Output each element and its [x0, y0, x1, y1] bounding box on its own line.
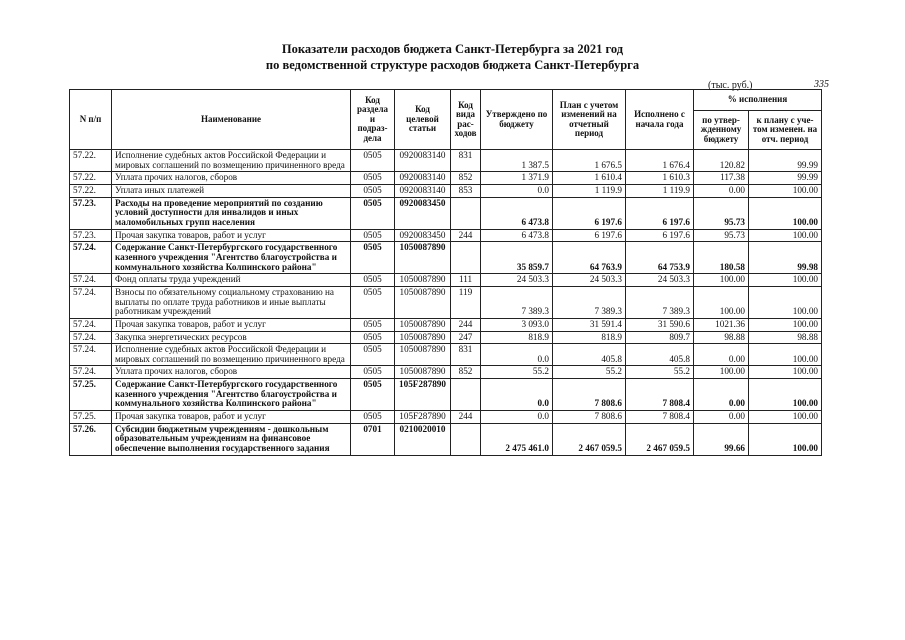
page-number: 335: [814, 79, 829, 90]
row-pct-approved: 0.00: [694, 184, 749, 197]
row-executed: 2 467 059.5: [626, 423, 694, 455]
row-number: 57.24.: [70, 366, 112, 379]
row-executed: 1 610.3: [626, 172, 694, 185]
row-pct-approved: 180.58: [694, 242, 749, 274]
row-plan: 6 197.6: [553, 197, 626, 229]
row-type-code: 831: [451, 150, 481, 172]
row-approved: 7 389.3: [481, 286, 553, 318]
row-section-code: 0505: [351, 286, 395, 318]
row-number: 57.26.: [70, 423, 112, 455]
row-type-code: [451, 379, 481, 411]
row-target-code: 0210020010: [395, 423, 451, 455]
row-target-code: 105F287890: [395, 411, 451, 424]
row-number: 57.23.: [70, 197, 112, 229]
row-pct-plan: 100.00: [749, 274, 822, 287]
table-row: [70, 379, 822, 411]
header-target-code: Код целевой статьи: [395, 90, 451, 150]
row-approved: 6 473.8: [481, 229, 553, 242]
row-pct-approved: 99.66: [694, 423, 749, 455]
row-target-code: 1050087890: [395, 344, 451, 366]
row-type-code: [451, 197, 481, 229]
row-number: 57.24.: [70, 242, 112, 274]
report-title-line2: по ведомственной структуре расходов бюджета Санкт-Петербурга: [265, 58, 640, 72]
table-row: [70, 274, 822, 287]
row-executed: 809.7: [626, 331, 694, 344]
row-pct-approved: 0.00: [694, 379, 749, 411]
row-section-code: 0505: [351, 366, 395, 379]
row-pct-plan: 98.88: [749, 331, 822, 344]
header-section-code: Код раздела и подраз-дела: [351, 90, 395, 150]
row-plan: 6 197.6: [553, 229, 626, 242]
row-approved: 55.2: [481, 366, 553, 379]
row-pct-approved: 95.73: [694, 197, 749, 229]
table-row: [70, 366, 822, 379]
row-pct-approved: 0.00: [694, 411, 749, 424]
row-pct-plan: 99.99: [749, 172, 822, 185]
row-plan: 1 676.5: [553, 150, 626, 172]
row-target-code: 0920083140: [395, 172, 451, 185]
table-header: [70, 90, 822, 150]
row-number: 57.24.: [70, 286, 112, 318]
row-section-code: 0505: [351, 318, 395, 331]
row-target-code: 0920083450: [395, 197, 451, 229]
table-row: [70, 172, 822, 185]
row-target-code: 1050087890: [395, 318, 451, 331]
row-executed: 6 197.6: [626, 197, 694, 229]
row-target-code: 1050087890: [395, 274, 451, 287]
row-pct-plan: 100.00: [749, 379, 822, 411]
row-plan: 1 119.9: [553, 184, 626, 197]
expenses-table: [69, 89, 822, 456]
row-name: Содержание Санкт-Петербургского государственного казенного учреждения "Агентство благоустройства и коммунального хозяйства Колпинского района": [112, 379, 351, 411]
row-pct-plan: 100.00: [749, 411, 822, 424]
row-pct-approved: 100.00: [694, 366, 749, 379]
row-executed: 7 808.4: [626, 411, 694, 424]
row-type-code: [451, 423, 481, 455]
table-row: [70, 184, 822, 197]
row-section-code: 0505: [351, 274, 395, 287]
row-pct-plan: 100.00: [749, 423, 822, 455]
row-executed: 55.2: [626, 366, 694, 379]
row-name: Прочая закупка товаров, работ и услуг: [112, 318, 351, 331]
row-plan: 64 763.9: [553, 242, 626, 274]
table-row: [70, 150, 822, 172]
row-name: Исполнение судебных актов Российской Федерации и мировых соглашений по возмещению причиненного вреда: [112, 344, 351, 366]
row-pct-approved: 0.00: [694, 344, 749, 366]
row-executed: 7 389.3: [626, 286, 694, 318]
row-section-code: 0505: [351, 242, 395, 274]
row-type-code: 119: [451, 286, 481, 318]
row-target-code: 0920083140: [395, 150, 451, 172]
row-plan: 7 389.3: [553, 286, 626, 318]
header-approved: Утверждено по бюджету: [481, 90, 553, 150]
row-type-code: 852: [451, 172, 481, 185]
table-row: [70, 286, 822, 318]
row-pct-plan: 100.00: [749, 366, 822, 379]
row-executed: 405.8: [626, 344, 694, 366]
table-row: [70, 197, 822, 229]
row-plan: 818.9: [553, 331, 626, 344]
row-section-code: 0505: [351, 331, 395, 344]
row-pct-approved: 95.73: [694, 229, 749, 242]
row-section-code: 0505: [351, 150, 395, 172]
row-name: Содержание Санкт-Петербургского государственного казенного учреждения "Агентство благоустройства и коммунального хозяйства Колпинского района": [112, 242, 351, 274]
row-section-code: 0701: [351, 423, 395, 455]
row-target-code: 105F287890: [395, 379, 451, 411]
row-type-code: 831: [451, 344, 481, 366]
row-name: Прочая закупка товаров, работ и услуг: [112, 229, 351, 242]
row-approved: 0.0: [481, 184, 553, 197]
row-approved: 3 093.0: [481, 318, 553, 331]
row-approved: 6 473.8: [481, 197, 553, 229]
row-executed: 64 753.9: [626, 242, 694, 274]
row-pct-plan: 99.99: [749, 150, 822, 172]
row-plan: 7 808.6: [553, 411, 626, 424]
row-name: Расходы на проведение мероприятий по созданию условий доступности для инвалидов и иных маломобильных групп населения: [112, 197, 351, 229]
units-label: (тыс. руб.): [708, 80, 753, 91]
row-executed: 24 503.3: [626, 274, 694, 287]
table-row: [70, 411, 822, 424]
row-executed: 1 119.9: [626, 184, 694, 197]
row-section-code: 0505: [351, 197, 395, 229]
row-approved: 0.0: [481, 344, 553, 366]
row-approved: 818.9: [481, 331, 553, 344]
row-section-code: 0505: [351, 184, 395, 197]
row-type-code: [451, 242, 481, 274]
row-type-code: 244: [451, 229, 481, 242]
row-pct-plan: 100.00: [749, 184, 822, 197]
table-body: [70, 150, 822, 456]
row-name: Фонд оплаты труда учреждений: [112, 274, 351, 287]
row-target-code: 1050087890: [395, 242, 451, 274]
row-approved: 2 475 461.0: [481, 423, 553, 455]
header-name: Наименование: [112, 90, 351, 150]
row-executed: 6 197.6: [626, 229, 694, 242]
row-name: Уплата прочих налогов, сборов: [112, 172, 351, 185]
row-section-code: 0505: [351, 344, 395, 366]
row-pct-approved: 1021.36: [694, 318, 749, 331]
row-plan: 2 467 059.5: [553, 423, 626, 455]
row-type-code: 244: [451, 318, 481, 331]
row-target-code: 1050087890: [395, 366, 451, 379]
table-row: [70, 423, 822, 455]
row-number: 57.22.: [70, 184, 112, 197]
header-pct-plan: к плану с уче-том изменен. на отч. период: [749, 111, 822, 150]
row-number: 57.24.: [70, 344, 112, 366]
row-pct-plan: 100.00: [749, 286, 822, 318]
row-approved: 1 371.9: [481, 172, 553, 185]
row-number: 57.22.: [70, 150, 112, 172]
report-title-line1: Показатели расходов бюджета Санкт-Петербурга за 2021 год: [281, 42, 624, 56]
row-target-code: 1050087890: [395, 331, 451, 344]
row-plan: 7 808.6: [553, 379, 626, 411]
row-executed: 7 808.4: [626, 379, 694, 411]
row-section-code: 0505: [351, 411, 395, 424]
row-pct-plan: 100.00: [749, 229, 822, 242]
row-number: 57.24.: [70, 274, 112, 287]
row-name: Уплата иных платежей: [112, 184, 351, 197]
row-name: Уплата прочих налогов, сборов: [112, 366, 351, 379]
row-number: 57.23.: [70, 229, 112, 242]
row-section-code: 0505: [351, 379, 395, 411]
row-type-code: 111: [451, 274, 481, 287]
row-number: 57.24.: [70, 331, 112, 344]
header-num: N п/п: [70, 90, 112, 150]
row-pct-approved: 117.38: [694, 172, 749, 185]
row-pct-plan: 100.00: [749, 318, 822, 331]
row-pct-approved: 120.82: [694, 150, 749, 172]
row-approved: 24 503.3: [481, 274, 553, 287]
row-pct-plan: 100.00: [749, 344, 822, 366]
row-name: Исполнение судебных актов Российской Федерации и мировых соглашений по возмещению причиненного вреда: [112, 150, 351, 172]
row-target-code: 1050087890: [395, 286, 451, 318]
header-type-code: Код вида рас-ходов: [451, 90, 481, 150]
table-row: [70, 318, 822, 331]
row-pct-approved: 100.00: [694, 274, 749, 287]
row-type-code: 247: [451, 331, 481, 344]
table-row: [70, 344, 822, 366]
row-approved: 0.0: [481, 411, 553, 424]
row-pct-approved: 98.88: [694, 331, 749, 344]
row-plan: 1 610.4: [553, 172, 626, 185]
row-type-code: 244: [451, 411, 481, 424]
row-pct-plan: 100.00: [749, 197, 822, 229]
row-number: 57.22.: [70, 172, 112, 185]
row-type-code: 852: [451, 366, 481, 379]
row-name: Взносы по обязательному социальному страхованию на выплаты по оплате труда работников и иные выплаты работникам учреждений: [112, 286, 351, 318]
row-plan: 55.2: [553, 366, 626, 379]
row-plan: 405.8: [553, 344, 626, 366]
table-row: [70, 229, 822, 242]
row-number: 57.25.: [70, 379, 112, 411]
row-approved: 35 859.7: [481, 242, 553, 274]
row-pct-plan: 99.98: [749, 242, 822, 274]
row-type-code: 853: [451, 184, 481, 197]
row-approved: 0.0: [481, 379, 553, 411]
table-row: [70, 242, 822, 274]
row-executed: 1 676.4: [626, 150, 694, 172]
row-executed: 31 590.6: [626, 318, 694, 331]
row-name: Субсидии бюджетным учреждениям - дошкольным образовательным учреждениям на финансовое обеспечение выполнения государственного задания: [112, 423, 351, 455]
row-target-code: 0920083450: [395, 229, 451, 242]
row-section-code: 0505: [351, 172, 395, 185]
header-pct-group: % исполнения: [694, 90, 822, 111]
row-name: Прочая закупка товаров, работ и услуг: [112, 411, 351, 424]
row-number: 57.25.: [70, 411, 112, 424]
header-pct-approved: по утвер-жденному бюджету: [694, 111, 749, 150]
header-executed: Исполнено с начала года: [626, 90, 694, 150]
row-number: 57.24.: [70, 318, 112, 331]
row-pct-approved: 100.00: [694, 286, 749, 318]
row-name: Закупка энергетических ресурсов: [112, 331, 351, 344]
row-section-code: 0505: [351, 229, 395, 242]
header-plan: План с учетом изменений на отчетный период: [553, 90, 626, 150]
row-target-code: 0920083140: [395, 184, 451, 197]
row-plan: 24 503.3: [553, 274, 626, 287]
row-approved: 1 387.5: [481, 150, 553, 172]
row-plan: 31 591.4: [553, 318, 626, 331]
table-row: [70, 331, 822, 344]
